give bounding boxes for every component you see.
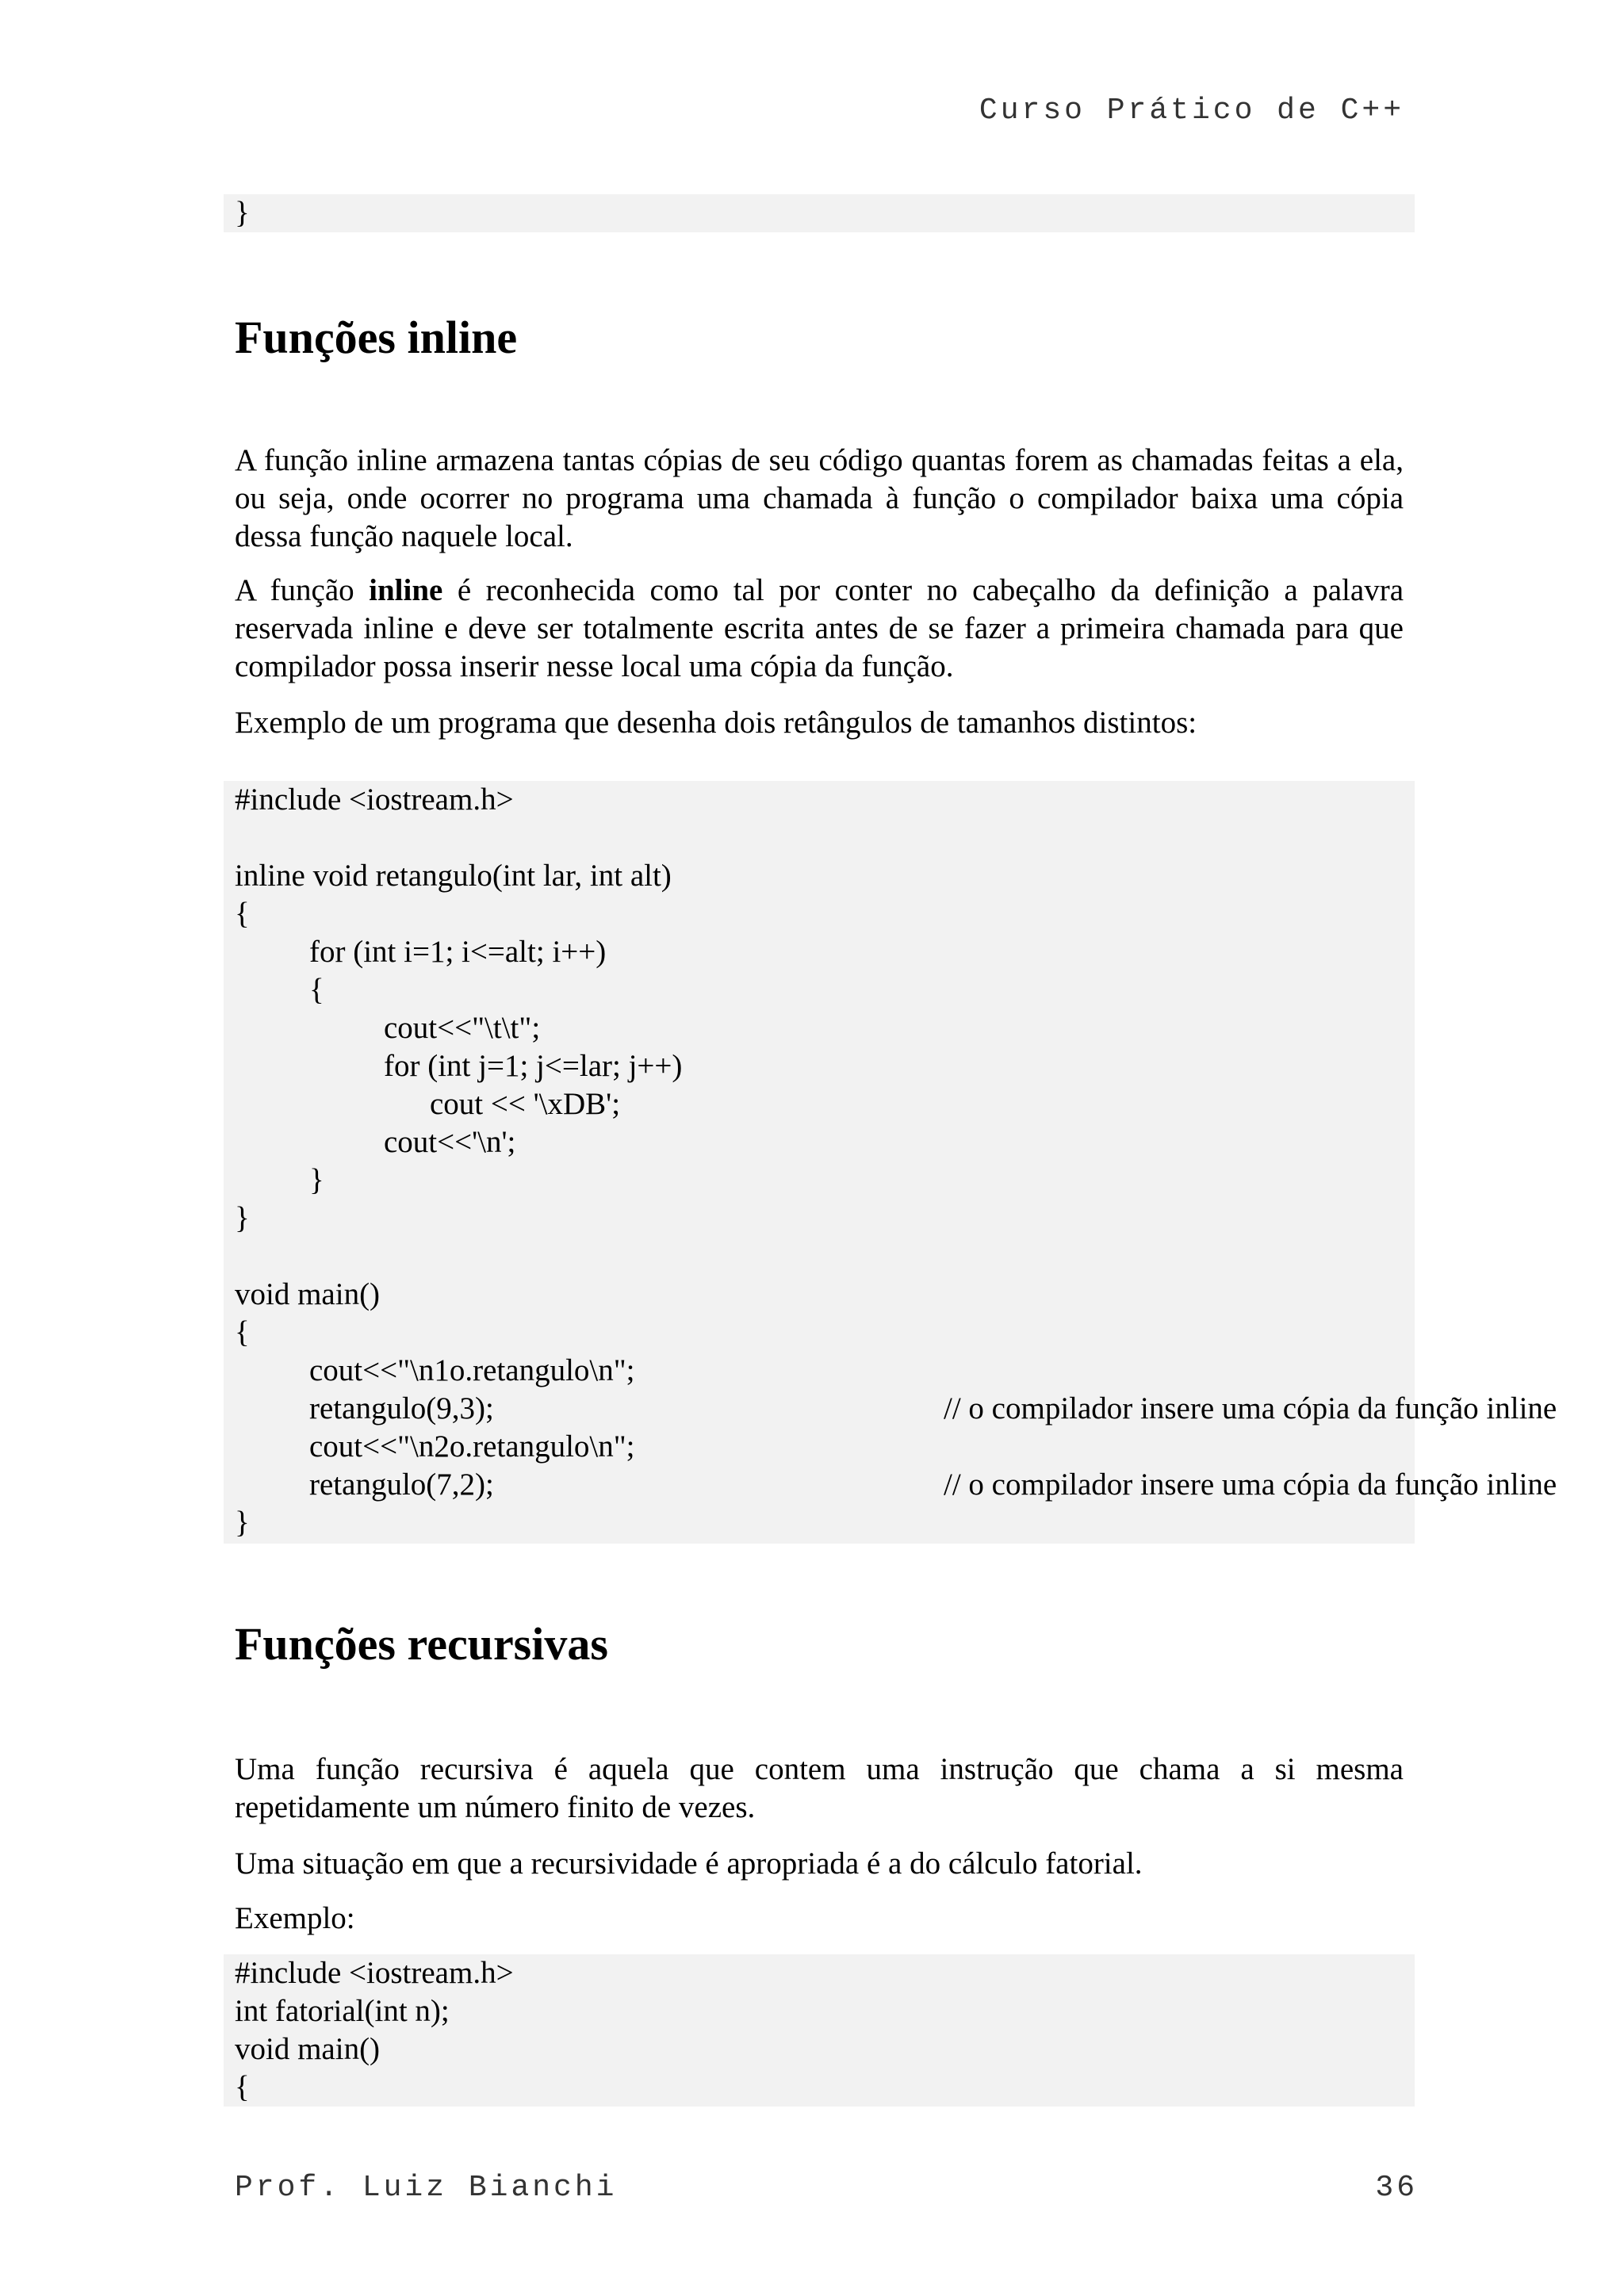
code-text: cout << '\xDB'; xyxy=(430,1087,621,1121)
running-header: Curso Prático de C++ xyxy=(979,94,1404,128)
code-line: } xyxy=(235,1201,250,1235)
code-text: } xyxy=(309,1163,324,1197)
code-line xyxy=(235,1466,1557,1504)
code-line xyxy=(235,1352,1415,1390)
code-line: { xyxy=(235,2070,250,2104)
code-line xyxy=(235,1123,1415,1161)
code-line: { xyxy=(235,1315,250,1349)
code-line: inline void retangulo(int lar, int alt) xyxy=(235,859,672,893)
code-text: retangulo(7,2); xyxy=(309,1468,494,1502)
paragraph xyxy=(235,572,1404,686)
code-line xyxy=(235,1428,1415,1466)
code-text: { xyxy=(309,973,324,1007)
code-line xyxy=(235,1390,1557,1428)
code-line xyxy=(235,971,1415,1009)
code-text: retangulo(9,3); xyxy=(309,1391,494,1425)
code-text: for (int j=1; j<=lar; j++) xyxy=(384,1049,683,1083)
code-text: cout<<"\t\t"; xyxy=(384,1011,541,1045)
text-run: A função xyxy=(235,573,370,607)
code-block-continuation xyxy=(224,194,1415,232)
code-line: } xyxy=(235,196,250,230)
code-line: { xyxy=(235,897,250,931)
page-number: 36 xyxy=(1375,2171,1418,2205)
code-line: #include <iostream.h> xyxy=(235,783,514,817)
text-run: é reconhecida como tal por conter no cabeçalho da definição a palavra reservada inline e deve ser totalmente escrita antes de se fazer a primeira chamada para que compilador possa inserir nesse local uma cópia da função. xyxy=(235,573,1404,683)
code-block-retangulo xyxy=(224,781,1557,1544)
paragraph: Uma função recursiva é aquela que contem uma instrução que chama a si mesma repetidamente um número finito de vezes. xyxy=(235,1752,1404,1824)
code-text: cout<<'\n'; xyxy=(384,1125,516,1159)
code-comment: // o compilador insere uma cópia da função inline xyxy=(944,1391,1557,1425)
section-heading-inline: Funções inline xyxy=(235,312,518,363)
code-line xyxy=(235,933,1415,971)
code-line xyxy=(235,1047,1415,1085)
code-line: #include <iostream.h> xyxy=(235,1956,514,1990)
paragraph: Exemplo de um programa que desenha dois retângulos de tamanhos distintos: xyxy=(235,706,1197,740)
code-line xyxy=(235,1161,1415,1200)
code-text: cout<<"\n2o.retangulo\n"; xyxy=(309,1429,635,1464)
code-line: void main() xyxy=(235,1277,381,1311)
code-line xyxy=(235,1085,1415,1123)
paragraph: Exemplo: xyxy=(235,1901,355,1935)
code-line: void main() xyxy=(235,2032,381,2066)
section-heading-recursivas: Funções recursivas xyxy=(235,1618,608,1670)
paragraph: A função inline armazena tantas cópias de seu código quantas forem as chamadas feitas a ela, ou seja, onde ocorrer no programa uma chamada à função o compilador baixa uma cópia dessa função naquele local. xyxy=(235,443,1404,553)
code-line xyxy=(235,819,1415,857)
paragraph: Uma situação em que a recursividade é apropriada é a do cálculo fatorial. xyxy=(235,1846,1143,1881)
code-block-fatorial xyxy=(224,1954,1415,2107)
code-text: for (int i=1; i<=alt; i++) xyxy=(309,935,607,969)
code-text: cout<<"\n1o.retangulo\n"; xyxy=(309,1353,635,1387)
author-name: Prof. Luiz Bianchi xyxy=(235,2171,618,2205)
code-line xyxy=(235,1009,1415,1047)
code-comment: // o compilador insere uma cópia da função inline xyxy=(944,1468,1557,1502)
code-line xyxy=(235,1238,1415,1276)
code-line: int fatorial(int n); xyxy=(235,1994,450,2028)
bold-keyword: inline xyxy=(369,573,443,607)
code-line: } xyxy=(235,1506,250,1540)
page-footer xyxy=(235,2171,1418,2205)
